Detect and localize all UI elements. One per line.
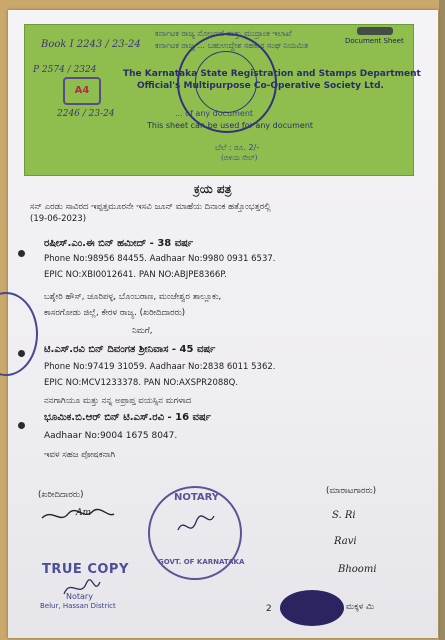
notary-seal-top: NOTARY [174,492,220,503]
party1-epic: EPIC NO:XBI0012641. PAN NO:ABJPE8366P. [44,270,227,280]
seller-signature-3: Bhoomi [338,564,377,575]
notary-seal-bottom: GOVT. OF KARNATAKA [158,558,245,566]
stamp-price: ಬೆಲೆ : ರೂ. 2/- [215,143,260,152]
department-line-2: Official's Multipurpose Co-Operative Society Ltd. [137,81,384,91]
guardian-note: ಇವಳ ಸಹಜ ಪೋಷಕನಾಗಿ [44,450,116,460]
thumb-note: ಮಕ್ಕಳ ಮಿ [346,602,375,612]
document-sheet-label: Document Sheet [345,37,404,45]
seller-signature-1: S. Ri [332,510,356,521]
to-you-label: ನಿಮಗೆ, [132,326,153,336]
date-line-1: ಸನ್ ಎರಡು ಸಾವಿರದ ಇಪ್ಪತ್ತಮೂರನೇ ಇಸವಿ ಜೂನ್ ಮಾಹೆಯ ದಿನಾಂಕ ಹತ್ತೊಂಭತ್ತರಲ್ಲಿ [30,202,271,212]
party1-address-1: ಬಶ್ಶೇರಿ ಹೌಸ್, ಚೂರಿಪಳ್ಳ, ಬೊಂಬರಾಣ, ಮಂಜೇಶ್ವರ ತಾಲ್ಲೂಕು, [44,292,222,302]
handwritten-bottom-number: 2246 / 23-24 [57,109,115,119]
handwritten-page-number: P 2574 / 2324 [33,65,97,75]
partial-left-seal [0,292,38,376]
party2-relation: ನನಗಾಗಿಯೂ ಮತ್ತು ನನ್ನ ಅಪ್ರಾಪ್ತ ವಯಸ್ಸಿನ ಮಗಳಾದ [44,396,192,406]
redaction-blob [280,590,344,626]
true-copy-stamp: TRUE COPY [42,562,129,577]
party1-phone: Phone No:98956 84455. Aadhaar No:9980 0931 6537. [44,254,276,264]
seller-label: (ಮಾರಾಟಗಾರರು) [326,486,377,496]
stamp-paper-band [24,24,421,176]
table-edge [439,0,445,640]
party1-name: ರಷೀಸ್.ಎಂ.ಈ ಬಿನ್ ಹಮೀದ್ - 38 ವರ್ಷ [44,238,194,249]
a4-stamp: A4 [63,77,101,105]
stamp-price-sub: (ಬಿಳಿಯ ಸೇಲ್) [221,154,258,162]
minor-name: ಭೂಮಿಕ.ಬಿ.ಆರ್ ಬಿನ್ ಟಿ.ಎಸ್.ರವಿ - 16 ವರ್ಷ [44,412,211,423]
notary-label: Notary [66,592,93,601]
stamp-ornament-icon [357,27,393,35]
round-seal-inner [195,51,257,113]
buyer-signature-text: Am [76,508,92,518]
document-line-1: ... of any document [175,109,254,118]
date-line-2: (19-06-2023) [30,214,87,224]
stamp-coop-line: ಕರ್ನಾಟಕ ರಾಜ್ಯ ... ಬಹುಉದ್ದೇಶ ಸಹಕಾರ ಸಂಘ ನಿಯಮಿತ [155,41,309,50]
seller-signature-2: Ravi [334,536,357,547]
party1-address-2: ಕಾಸರಗೋಡು ಜಿಲ್ಲೆ, ಕೇರಳ ರಾಜ್ಯ. (ಖರೀದಿದಾರರು) [44,308,186,318]
handwritten-book-number: Book I 2243 / 23-24 [41,39,141,50]
party2-name: ಟಿ.ಎಸ್.ರವಿ ಬಿನ್ ದಿವಂಗತ ಶ್ರೀನಿವಾಸ - 45 ವರ್ಷ [44,344,216,355]
notary-signature [176,510,216,540]
stamp-top-line: ಕರ್ನಾಟಕ ರಾಜ್ಯ ನೋಂದಣಿ ಮತ್ತು ಮುದ್ರಾಂಕ ಇಲಾಖೆ [155,29,292,38]
document-title: ಕ್ರಯ ಪತ್ರ [194,182,232,196]
document-line-2: This sheet can be used for any document [147,121,314,130]
notary-place: Belur, Hassan District [40,602,116,610]
punch-hole [18,422,25,429]
department-line-1: The Karnataka State Registration and Stamps Department [123,69,421,79]
thumb-prefix: 2 [266,604,272,614]
document-sheet [8,10,438,638]
buyer-label: (ಖರೀದಿದಾರರು) [38,490,84,500]
minor-aadhaar: Aadhaar No:9004 1675 8047. [44,431,178,441]
party2-epic: EPIC NO:MCV1233378. PAN NO:AXSPR2088Q. [44,378,239,388]
punch-hole [18,250,25,257]
party2-phone: Phone No:97419 31059. Aadhaar No:2838 6011 5362. [44,362,276,372]
